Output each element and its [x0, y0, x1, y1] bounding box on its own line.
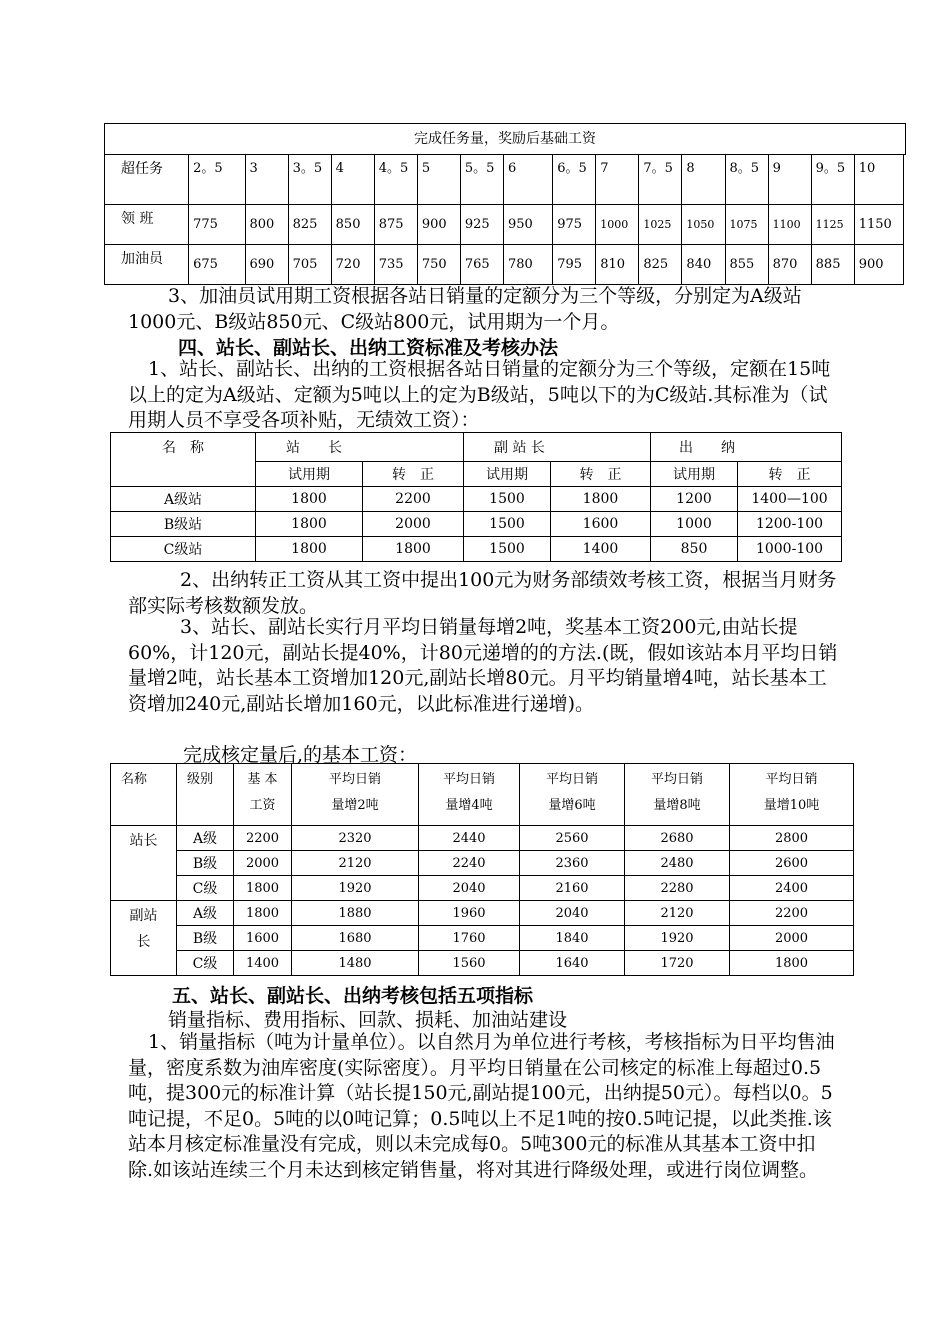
table3-cell: 2120 — [292, 851, 419, 876]
table2-grade: B级站 — [111, 512, 256, 537]
table3-cell: 1800 — [234, 876, 292, 901]
table2-manager-wage — [110, 432, 842, 562]
table1-cell: 9。5 — [811, 155, 854, 205]
table2-row — [111, 537, 842, 562]
table3-cell: 2480 — [625, 851, 730, 876]
table1-cell: 1150 — [854, 205, 903, 245]
table3-row — [111, 926, 854, 951]
table2-cell: 850 — [651, 537, 738, 562]
table1-cell: 690 — [245, 245, 288, 285]
table2-cell: 1800 — [363, 537, 464, 562]
t2-header-reg: 转 正 — [551, 462, 651, 487]
table1-cell: 795 — [553, 245, 596, 285]
table3-cell: 2440 — [419, 826, 520, 851]
table1-cell: 1075 — [725, 205, 768, 245]
table1-cell: 3。5 — [288, 155, 331, 205]
heading-section-5: 五、站长、副站长、出纳考核包括五项指标 — [172, 985, 534, 1007]
table2-grade: A级站 — [111, 487, 256, 512]
table1-cell: 1025 — [639, 205, 682, 245]
paragraph-s4-2: 2、出纳转正工资从其工资中提出100元为财务部绩效考核工资，根据当月财务部实际考核数额发放。 — [128, 569, 837, 617]
table3-cell: 1800 — [234, 901, 292, 926]
table1-cell: 7 — [596, 155, 639, 205]
t2-header-try: 试用期 — [256, 462, 363, 487]
table2-cell: 1400—100 — [738, 487, 842, 512]
table2-cell: 2000 — [363, 512, 464, 537]
table1-cell: 780 — [503, 245, 552, 285]
table3-cell: 1760 — [419, 926, 520, 951]
table1-cell: 750 — [417, 245, 460, 285]
table3-cell: 2360 — [520, 851, 625, 876]
table1-cell: 900 — [417, 205, 460, 245]
t2-header-try: 试用期 — [651, 462, 738, 487]
table1-title: 完成任务量，奖励后基础工资 — [414, 131, 596, 147]
table1-cell: 8。5 — [725, 155, 768, 205]
table3-cell: 1880 — [292, 901, 419, 926]
paragraph-s4-1: 1、站长、副站长、出纳的工资根据各站日销量的定额分为三个等级，定额在15吨以上的定为A级站、定额为5吨以上的定为B级站，5吨以下的为C级站.其标准为（试用期人员不享受各项补贴，无绩效工资）： — [128, 358, 831, 431]
table3-cell: 1800 — [730, 951, 854, 976]
table1-cell: 855 — [725, 245, 768, 285]
table1-cell: 900 — [854, 245, 903, 285]
table3-header: 平均日销 量增6吨 — [520, 764, 625, 826]
table3-header: 平均日销 量增4吨 — [419, 764, 520, 826]
table3-cell: 1680 — [292, 926, 419, 951]
table3-level: B级 — [177, 851, 234, 876]
table1-cell: 5。5 — [460, 155, 503, 205]
table3-cell: 1920 — [625, 926, 730, 951]
table3-cell: 2000 — [730, 926, 854, 951]
table3-group-name: 站长 — [111, 826, 177, 901]
table3-level: C级 — [177, 876, 234, 901]
table2-cell: 1800 — [551, 487, 651, 512]
table3-row — [111, 901, 854, 926]
table1-cell: 875 — [374, 205, 417, 245]
table3-header: 平均日销 量增10吨 — [730, 764, 854, 826]
table3-level: B级 — [177, 926, 234, 951]
table1-cell: 720 — [331, 245, 374, 285]
table1-title-box — [104, 123, 906, 155]
table1-cell: 810 — [596, 245, 639, 285]
table1-cell: 840 — [682, 245, 725, 285]
table1-cell: 975 — [553, 205, 596, 245]
table1-cell: 2。5 — [189, 155, 245, 205]
table1-cell: 800 — [245, 205, 288, 245]
table3-cell: 2560 — [520, 826, 625, 851]
t2-header-cn: 出 纳 — [651, 433, 842, 462]
table1-cell: 925 — [460, 205, 503, 245]
table1-row — [105, 245, 904, 285]
table1-cell: 4 — [331, 155, 374, 205]
table1-bonus-wage — [104, 154, 904, 285]
table2-cell: 1400 — [551, 537, 651, 562]
table3-cell: 1400 — [234, 951, 292, 976]
table3-cell: 1840 — [520, 926, 625, 951]
table1-cell: 825 — [639, 245, 682, 285]
table1-row — [105, 155, 904, 205]
table1-cell: 8 — [682, 155, 725, 205]
table1-cell: 775 — [189, 205, 245, 245]
table3-cell: 2240 — [419, 851, 520, 876]
table3-cell: 1600 — [234, 926, 292, 951]
table1-cell: 885 — [811, 245, 854, 285]
t2-header-zz: 站 长 — [256, 433, 464, 462]
table3-cell: 2600 — [730, 851, 854, 876]
table3-cell: 2800 — [730, 826, 854, 851]
t2-header-reg: 转 正 — [738, 462, 842, 487]
table1-cell: 735 — [374, 245, 417, 285]
table1-row-label: 超任务 — [105, 155, 189, 205]
table3-cell: 1560 — [419, 951, 520, 976]
table2-cell: 1500 — [464, 512, 551, 537]
t2-header-reg: 转 正 — [363, 462, 464, 487]
t2-header-name: 名 称 — [111, 433, 256, 487]
table1-row-label: 领 班 — [105, 205, 189, 245]
table3-row — [111, 826, 854, 851]
table3-cell: 2280 — [625, 876, 730, 901]
table3-header: 平均日销 量增2吨 — [292, 764, 419, 826]
table3-cell: 2040 — [419, 876, 520, 901]
table2-cell: 1500 — [464, 537, 551, 562]
table1-cell: 705 — [288, 245, 331, 285]
table3-header: 基 本 工资 — [234, 764, 292, 826]
table3-cell: 2680 — [625, 826, 730, 851]
table1-cell: 10 — [854, 155, 903, 205]
table2-cell: 1800 — [256, 512, 363, 537]
table3-cell: 2040 — [520, 901, 625, 926]
table3-cell: 1640 — [520, 951, 625, 976]
table2-row — [111, 487, 842, 512]
table1-cell: 3 — [245, 155, 288, 205]
paragraph-s5-list: 销量指标、费用指标、回款、损耗、加油站建设 — [168, 1009, 568, 1031]
table2-cell: 1500 — [464, 487, 551, 512]
table2-grade: C级站 — [111, 537, 256, 562]
table3-cell: 2000 — [234, 851, 292, 876]
table1-cell: 7。5 — [639, 155, 682, 205]
table1-cell: 825 — [288, 205, 331, 245]
table3-cell: 2160 — [520, 876, 625, 901]
table1-cell: 870 — [768, 245, 811, 285]
table1-cell: 850 — [331, 205, 374, 245]
table3-header: 名称 — [111, 764, 177, 826]
paragraph-trial-wage: 3、加油员试用期工资根据各站日销量的定额分为三个等级，分别定为A级站1000元、B级站850元、C级站800元，试用期为一个月。 — [128, 285, 802, 333]
table3-level: A级 — [177, 826, 234, 851]
table1-row — [105, 205, 904, 245]
table1-cell: 1125 — [811, 205, 854, 245]
table1-cell: 4。5 — [374, 155, 417, 205]
table3-group-name: 副站 长 — [111, 901, 177, 976]
table1-row-label: 加油员 — [105, 245, 189, 285]
table3-level: C级 — [177, 951, 234, 976]
table2-cell: 1000-100 — [738, 537, 842, 562]
table1-cell: 675 — [189, 245, 245, 285]
t2-header-try: 试用期 — [464, 462, 551, 487]
table1-cell: 6 — [503, 155, 552, 205]
table2-cell: 1200-100 — [738, 512, 842, 537]
table3-cell: 2320 — [292, 826, 419, 851]
table3-row — [111, 951, 854, 976]
table1-cell: 9 — [768, 155, 811, 205]
t2-header-fz: 副 站 长 — [464, 433, 651, 462]
table3-header: 平均日销 量增8吨 — [625, 764, 730, 826]
table3-cell: 2120 — [625, 901, 730, 926]
paragraph-after-quota: 完成核定量后,的基本工资： — [183, 744, 418, 766]
table1-cell: 765 — [460, 245, 503, 285]
paragraph-s4-3: 3、站长、副站长实行月平均日销量每增2吨，奖基本工资200元,由站长提60%，计120元，副站长提40%，计80元递增的的方法.(既，假如该站本月平均日销量增2吨，站长基本工资增加120元,副站长增80元。月平均销量增4吨，站长基本工资增加240元,副站长增加160元，以此标准进行递增)。 — [128, 616, 838, 715]
table3-cell: 2200 — [730, 901, 854, 926]
heading-section-4: 四、站长、副站长、出纳工资标准及考核办法 — [178, 337, 559, 359]
table2-cell: 1000 — [651, 512, 738, 537]
table1-cell: 1100 — [768, 205, 811, 245]
table2-cell: 2200 — [363, 487, 464, 512]
table2-cell: 1200 — [651, 487, 738, 512]
table3-row — [111, 851, 854, 876]
table3-cell: 1960 — [419, 901, 520, 926]
table2-cell: 1800 — [256, 487, 363, 512]
table3-header: 级别 — [177, 764, 234, 826]
table1-cell: 6。5 — [553, 155, 596, 205]
table2-cell: 1800 — [256, 537, 363, 562]
table2-cell: 1600 — [551, 512, 651, 537]
table2-row — [111, 512, 842, 537]
table3-cell: 1480 — [292, 951, 419, 976]
table1-cell: 5 — [417, 155, 460, 205]
table3-base-wage-growth — [110, 763, 854, 976]
table3-cell: 1920 — [292, 876, 419, 901]
table3-level: A级 — [177, 901, 234, 926]
table1-cell: 1000 — [596, 205, 639, 245]
table3-cell: 1720 — [625, 951, 730, 976]
table3-cell: 2400 — [730, 876, 854, 901]
paragraph-s5-1: 1、销量指标（吨为计量单位）。以自然月为单位进行考核，考核指标为日平均售油量，密度系数为油库密度(实际密度）。月平均日销量在公司核定的标准上每超过0.5吨，提300元的标准计算（站长提150元,副站提100元，出纳提50元）。每档以0。5吨记提，不足0。5吨的以0吨记算；0.5吨以上不足1吨的按0.5吨记提，以此类推.该站本月核定标准量没有完成，则以未完成每0。5吨300元的标准从其基本工资中扣除.如该站连续三个月未达到核定销售量，将对其进行降级处理，或进行岗位调整。 — [128, 1031, 835, 1181]
table1-cell: 950 — [503, 205, 552, 245]
table3-cell: 2200 — [234, 826, 292, 851]
table1-cell: 1050 — [682, 205, 725, 245]
table3-row — [111, 876, 854, 901]
